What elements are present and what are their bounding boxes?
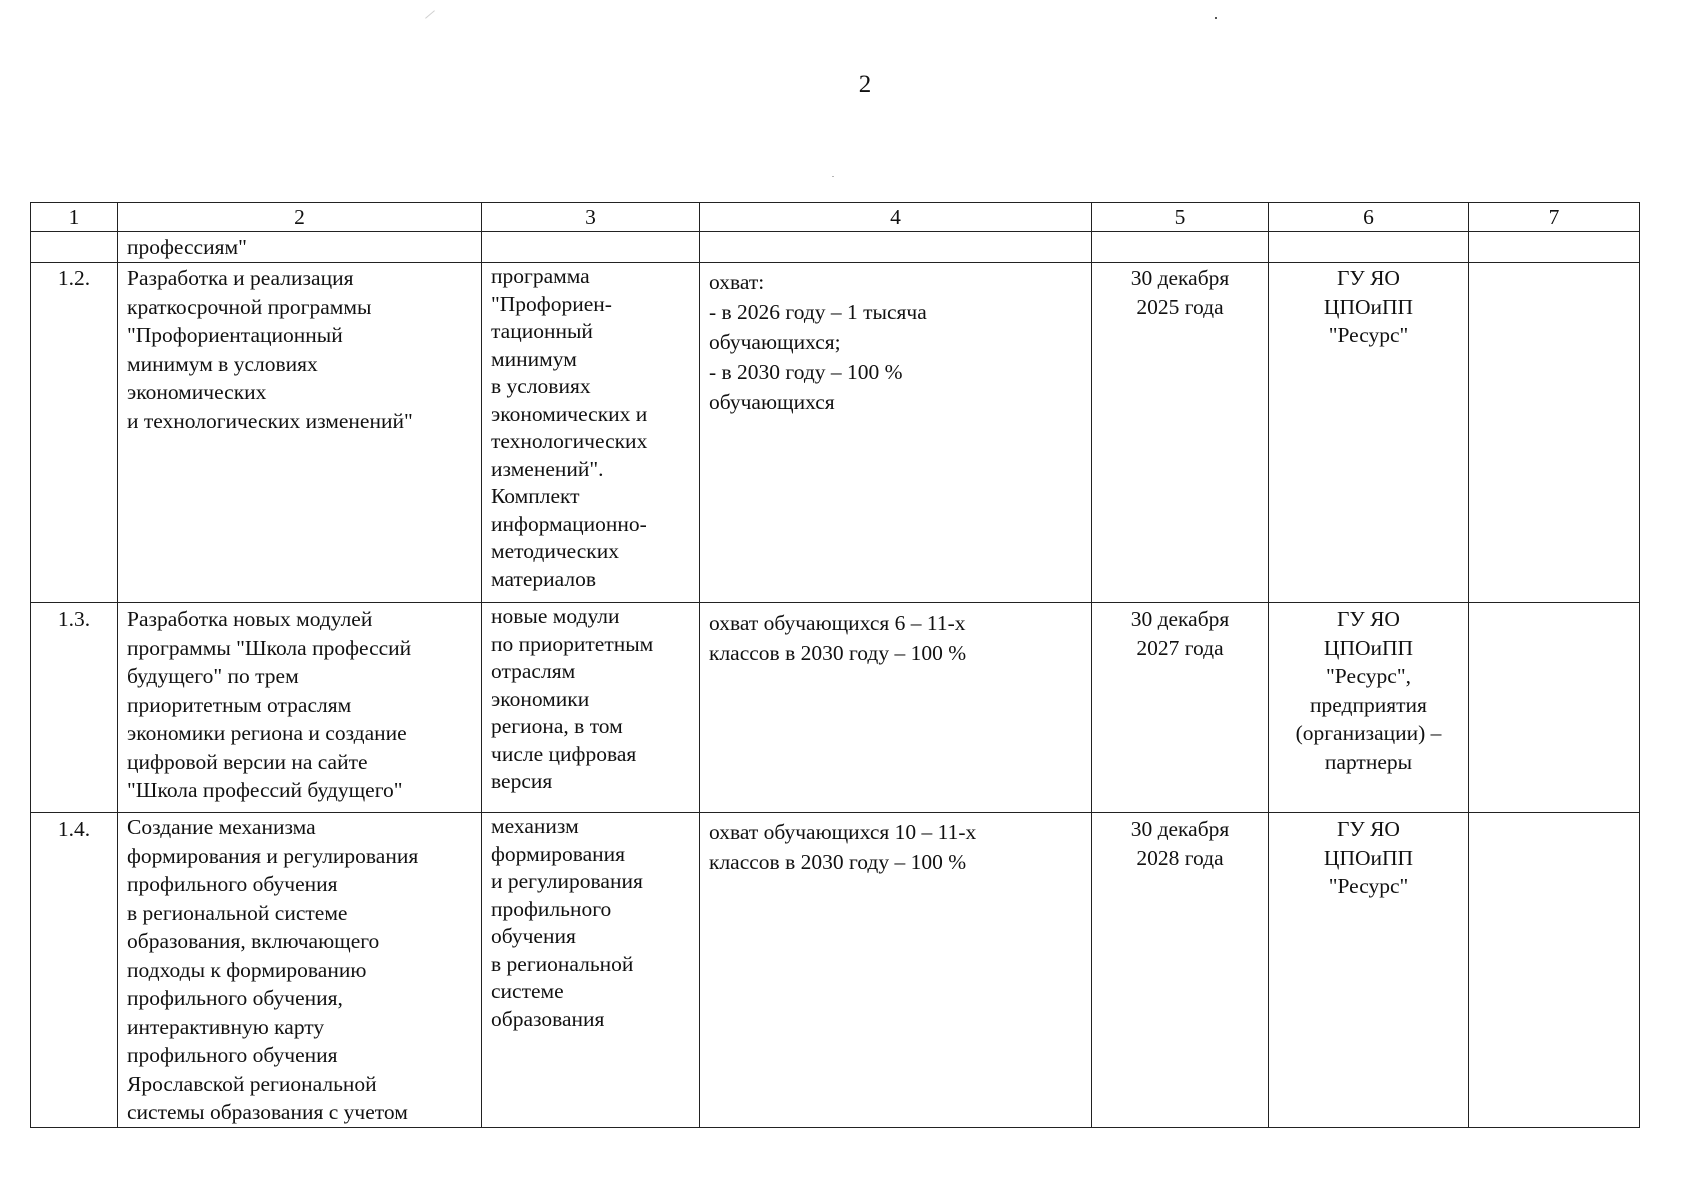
result-text: методических: [491, 539, 619, 563]
measure-text: профильного обучения: [127, 1043, 338, 1067]
scan-speck: [425, 10, 435, 18]
column-number: 4: [700, 203, 1092, 232]
scan-speck: [1215, 17, 1217, 19]
result-cell: [482, 603, 700, 813]
executor-cell: [1269, 263, 1469, 603]
row-number-cell: [31, 603, 118, 813]
result-text: информационно-: [491, 511, 647, 536]
measure-text: Ярославской региональной: [127, 1071, 377, 1096]
result-text: экономики: [491, 686, 590, 711]
executor-text: ГУ ЯО: [1337, 817, 1400, 841]
measure-text: Разработка новых модулей: [127, 607, 373, 631]
result-text: изменений".: [491, 456, 604, 481]
date-cell: [1092, 232, 1269, 263]
executor-cell: [1269, 813, 1469, 1128]
measure-text: экономики региона и создание: [127, 721, 407, 745]
result-text: версия: [491, 769, 553, 793]
indicator-text: классов в 2030 году – 100 %: [709, 850, 967, 874]
measure-text: будущего" по трем: [127, 664, 299, 688]
executor-text: ЦПОиПП: [1323, 635, 1414, 660]
note-cell: [1469, 603, 1640, 813]
result-text: программа: [491, 264, 590, 288]
measure-text: образования, включающего: [127, 929, 380, 953]
measure-text: минимум в условиях: [127, 351, 318, 376]
executor-text: "Ресурс",: [1326, 664, 1411, 688]
indicator-cell: [700, 232, 1092, 263]
measure-text: краткосрочной программы: [127, 294, 372, 319]
date-cell: [1092, 603, 1269, 813]
result-text: в условиях: [491, 374, 591, 398]
measure-text: системы образования с учетом: [127, 1100, 408, 1124]
executor-text: партнеры: [1324, 749, 1413, 774]
column-number: 1: [31, 203, 118, 232]
executor-text: (организации) –: [1295, 721, 1442, 745]
result-text: минимум: [491, 346, 577, 371]
table-row: [31, 603, 1640, 813]
result-text: технологических: [491, 429, 648, 453]
plan-table: [30, 202, 1640, 1128]
page-number: 2: [858, 71, 872, 98]
result-text: экономических и: [491, 401, 648, 426]
measure-text: Разработка и реализация: [127, 266, 354, 290]
date-cell: [1092, 263, 1269, 603]
result-text: обучения: [491, 924, 576, 948]
deadline-text: 30 декабря: [1130, 266, 1230, 290]
result-text: региона, в том: [491, 714, 623, 738]
result-text: системе: [491, 979, 564, 1003]
scan-speck: [832, 176, 834, 177]
measure-cell: [118, 603, 482, 813]
table-row: [31, 813, 1640, 1128]
indicator-text: - в 2030 году – 100 %: [709, 360, 903, 384]
measure-text: и технологических изменений": [127, 408, 413, 433]
result-text: числе цифровая: [491, 741, 637, 766]
measure-cell: [118, 263, 482, 603]
indicator-text: охват обучающихся 6 – 11-х: [709, 611, 966, 635]
result-cell: [482, 813, 700, 1128]
indicator-text: - в 2026 году – 1 тысяча: [709, 300, 927, 324]
indicator-text: обучающихся;: [709, 330, 841, 354]
row-number-cell: [31, 232, 118, 263]
continuation-row: [31, 232, 1640, 263]
row-number-cell: [31, 263, 118, 603]
result-text: Комплект: [491, 484, 580, 508]
measure-text: экономических: [127, 380, 267, 404]
column-number: 5: [1092, 203, 1269, 232]
result-text: отраслям: [491, 659, 576, 683]
measure-cell: [118, 813, 482, 1128]
measure-text: подходы к формированию: [127, 957, 367, 982]
row-number-cell: [31, 813, 118, 1128]
executor-cell: [1269, 232, 1469, 263]
note-cell: [1469, 263, 1640, 603]
measure-cell: [118, 232, 482, 263]
executor-text: "Ресурс": [1328, 874, 1409, 898]
result-text: по приоритетным: [491, 631, 654, 656]
deadline-text: 30 декабря: [1130, 607, 1230, 631]
result-text: "Профориен-: [491, 291, 612, 316]
measure-text: цифровой версии на сайте: [127, 749, 368, 774]
column-numbers-row: [31, 203, 1640, 232]
measure-text: программы "Школа профессий: [127, 635, 412, 660]
result-cell: [482, 263, 700, 603]
column-number: 2: [118, 203, 482, 232]
table-row: [31, 263, 1640, 603]
deadline-text: 30 декабря: [1130, 817, 1230, 841]
note-cell: [1469, 813, 1640, 1128]
executor-text: ЦПОиПП: [1323, 294, 1414, 319]
result-cell: [482, 232, 700, 263]
result-text: новые модули: [491, 604, 620, 628]
deadline-text: 2027 года: [1136, 635, 1224, 660]
result-text: и регулирования: [491, 869, 643, 893]
measure-text: профессиям": [127, 235, 247, 259]
measure-text: профильного обучения: [127, 872, 338, 896]
column-number: 3: [482, 203, 700, 232]
measure-text: профильного обучения,: [127, 986, 343, 1010]
measure-text: "Школа профессий будущего": [127, 778, 403, 802]
result-text: в региональной: [491, 951, 634, 976]
executor-text: ГУ ЯО: [1337, 266, 1400, 290]
executor-cell: [1269, 603, 1469, 813]
row-number: 1.4.: [57, 817, 91, 841]
indicator-cell: [700, 813, 1092, 1128]
column-number: 6: [1269, 203, 1469, 232]
measure-text: "Профориентационный: [127, 323, 343, 347]
result-text: механизм: [491, 814, 579, 838]
date-cell: [1092, 813, 1269, 1128]
indicator-text: охват:: [709, 270, 765, 294]
indicator-text: охват обучающихся 10 – 11-х: [709, 820, 977, 844]
row-number: 1.2.: [57, 266, 91, 290]
deadline-text: 2028 года: [1136, 845, 1224, 870]
executor-text: "Ресурс": [1328, 323, 1409, 347]
result-text: материалов: [491, 566, 597, 591]
indicator-text: обучающихся: [709, 390, 835, 414]
result-text: тационный: [491, 319, 593, 343]
result-text: формирования: [491, 841, 626, 866]
executor-text: предприятия: [1310, 692, 1427, 717]
indicator-text: классов в 2030 году – 100 %: [709, 641, 967, 665]
column-number: 7: [1469, 203, 1640, 232]
indicator-cell: [700, 603, 1092, 813]
measure-text: формирования и регулирования: [127, 843, 419, 868]
measure-text: в региональной системе: [127, 900, 348, 925]
executor-text: ЦПОиПП: [1323, 845, 1414, 870]
measure-text: приоритетным отраслям: [127, 692, 352, 717]
result-text: профильного: [491, 896, 612, 921]
note-cell: [1469, 232, 1640, 263]
measure-text: Создание механизма: [127, 815, 316, 839]
executor-text: ГУ ЯО: [1337, 607, 1400, 631]
indicator-cell: [700, 263, 1092, 603]
result-text: образования: [491, 1006, 605, 1031]
measure-text: интерактивную карту: [127, 1014, 325, 1039]
row-number: 1.3.: [57, 607, 91, 631]
deadline-text: 2025 года: [1136, 294, 1224, 319]
